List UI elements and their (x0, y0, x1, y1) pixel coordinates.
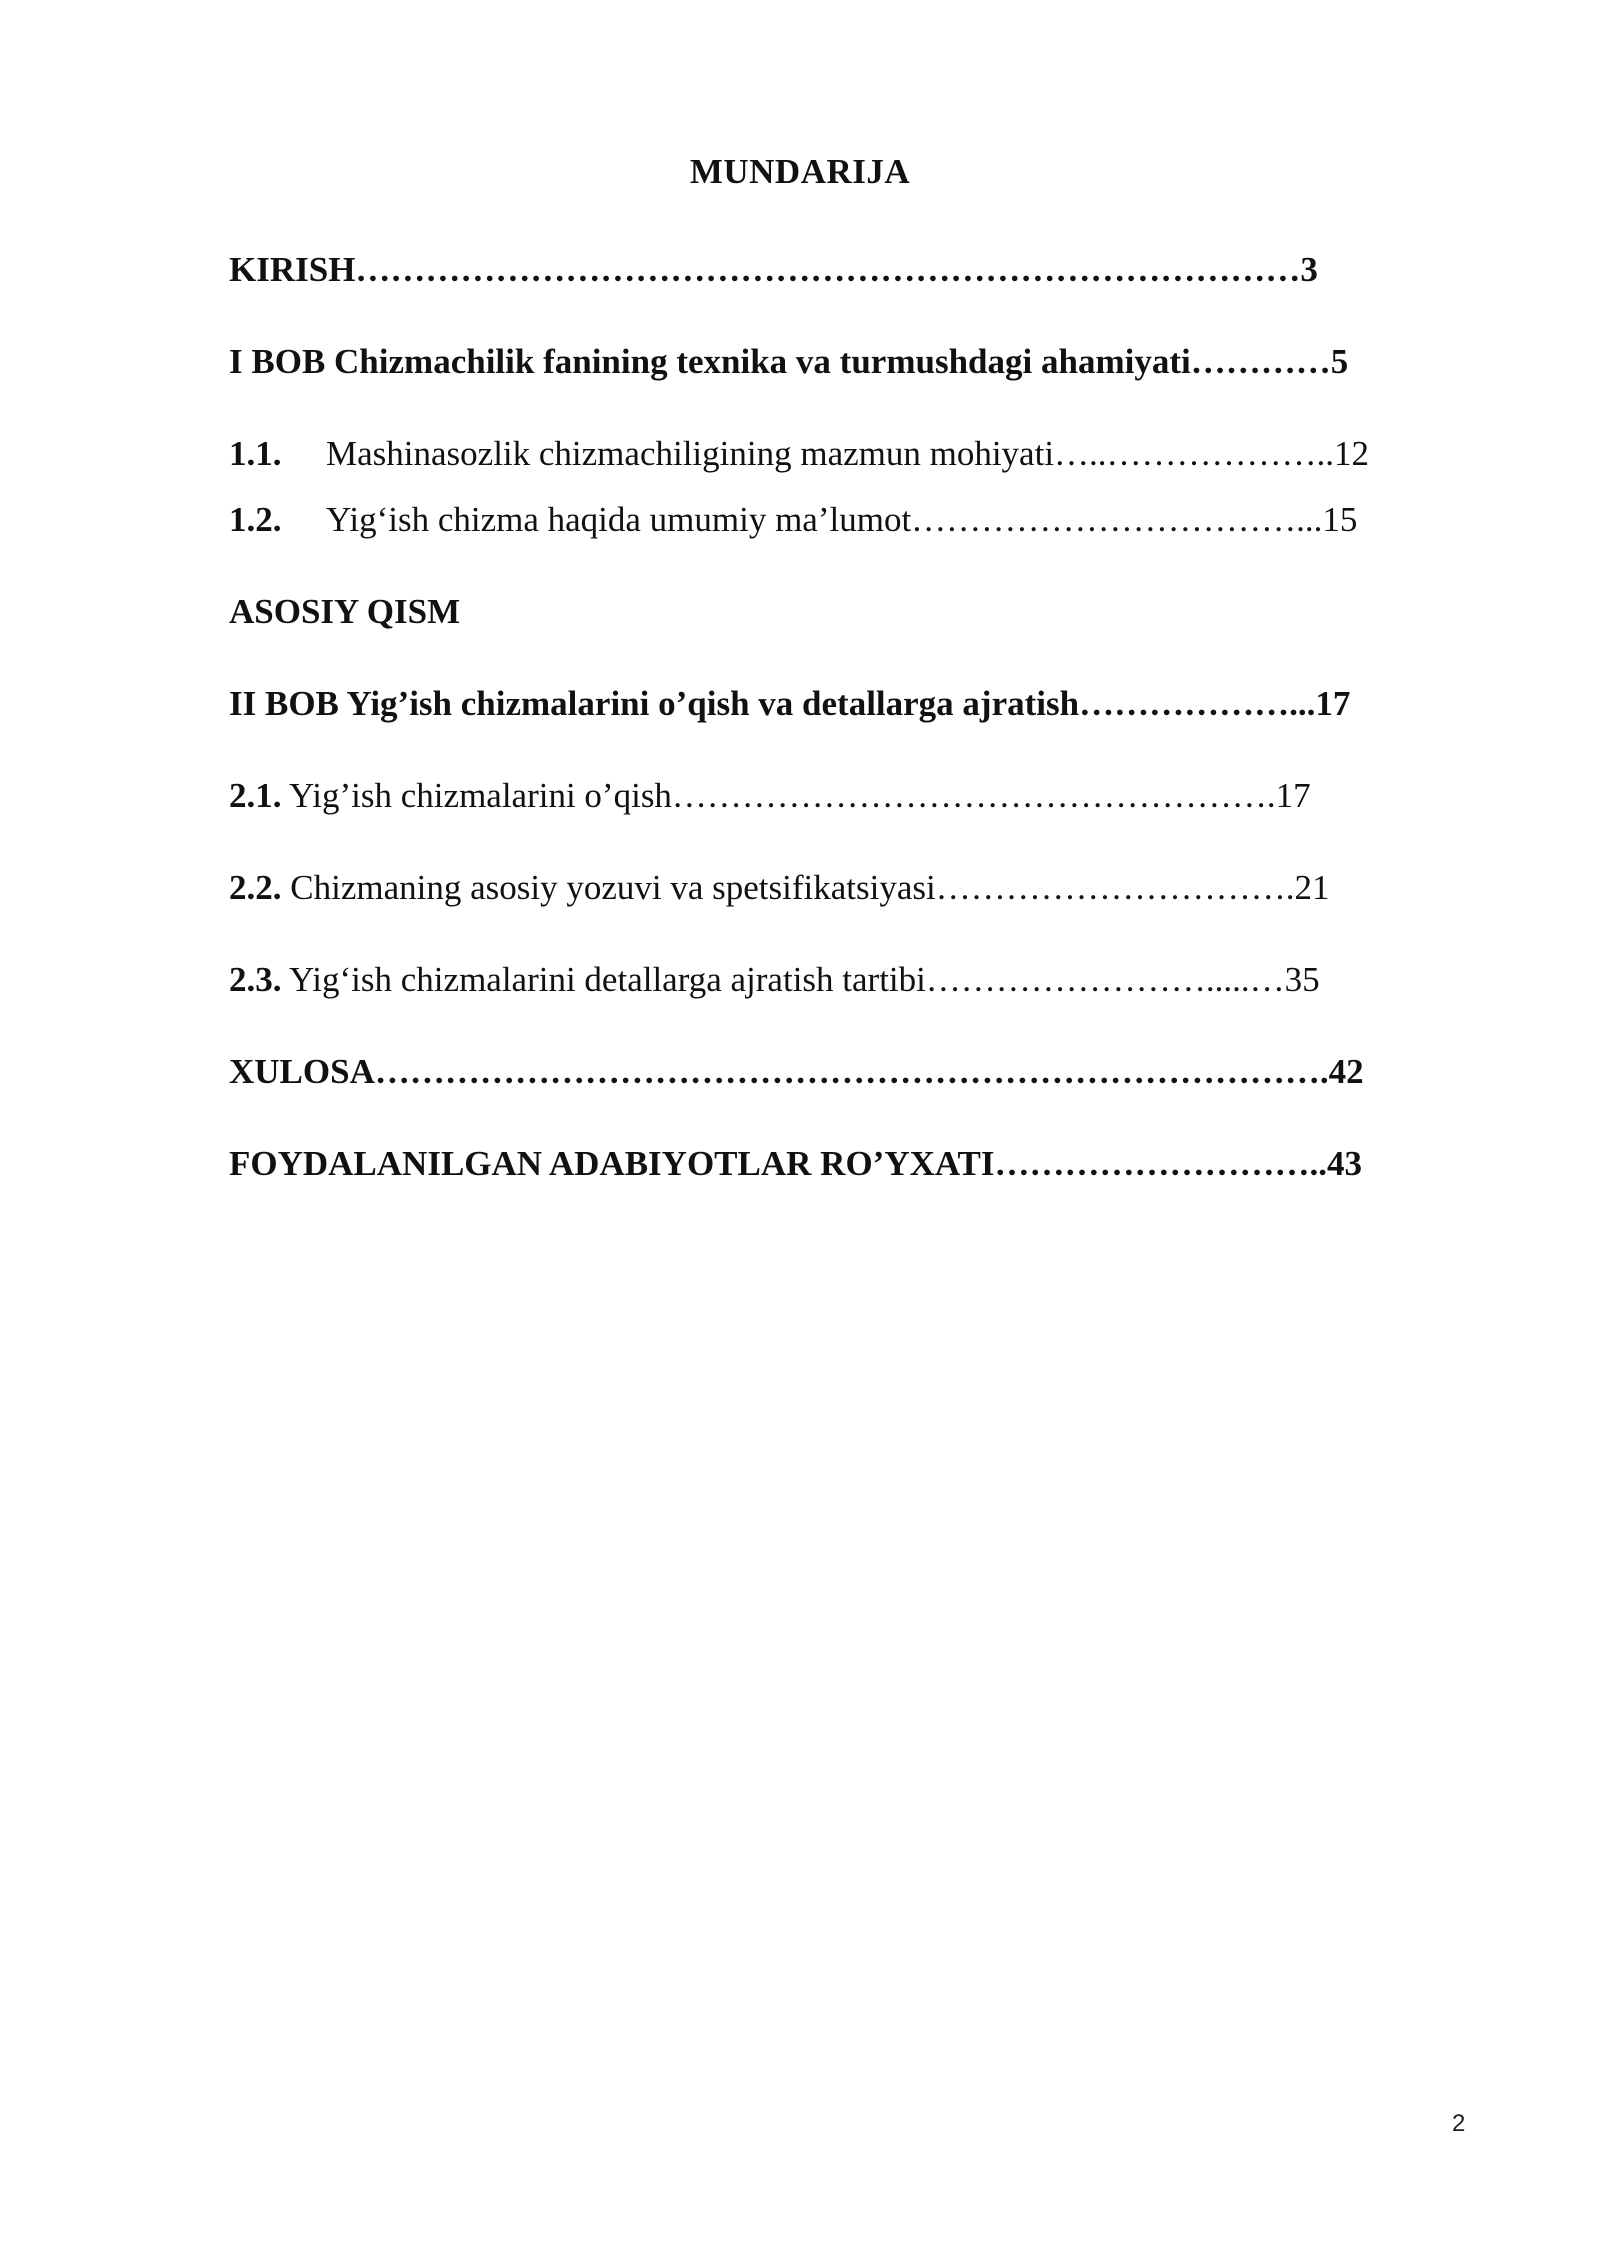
toc-entry-section-1-2 (229, 502, 1357, 537)
toc-entry-section-1-1 (229, 436, 1369, 471)
section-number: 2.2. (229, 868, 282, 907)
section-title: Yig’ish chizmalarini o’qish…………………………………………….17 (281, 776, 1311, 815)
toc-title: MUNDARIJA (689, 152, 911, 191)
toc-entry-section-2-1 (229, 778, 1311, 813)
toc-entry-section-2-2 (229, 870, 1329, 905)
section-title: Yig‘ish chizmalarini detallarga ajratish tartibi…………………….....…35 (281, 960, 1320, 999)
section-number: 1.1. (229, 434, 282, 473)
section-number: 1.2. (229, 500, 282, 539)
toc-entry-introduction: KIRISH………………………………………………………………………3 (229, 250, 1318, 289)
toc-entry-references: FOYDALANILGAN ADABIYOTLAR RO’YXATI………………………..43 (229, 1144, 1363, 1183)
toc-entry-section-2-3 (229, 962, 1320, 997)
section-title: Chizmaning asosiy yozuvi va spetsifikatsiyasi………………………….21 (281, 868, 1330, 907)
toc-entry-conclusion: XULOSA……………………………………………………………………….42 (229, 1052, 1364, 1091)
section-number: 2.3. (229, 960, 282, 999)
section-title: Mashinasozlik chizmachiligining mazmun mohiyati…..………………..12 (326, 434, 1370, 473)
toc-entry-chapter-1: I BOB Chizmachilik fanining texnika va turmushdagi ahamiyati…………5 (229, 342, 1349, 381)
page-number: 2 (1452, 2110, 1466, 2137)
toc-entry-chapter-2: II BOB Yig’ish chizmalarini o’qish va detallarga ajratish………………...17 (229, 684, 1351, 723)
section-number: 2.1. (229, 776, 282, 815)
toc-entry-main-part: ASOSIY QISM (229, 592, 461, 631)
section-title: Yig‘ish chizma haqida umumiy ma’lumot……………………………...15 (326, 500, 1358, 539)
